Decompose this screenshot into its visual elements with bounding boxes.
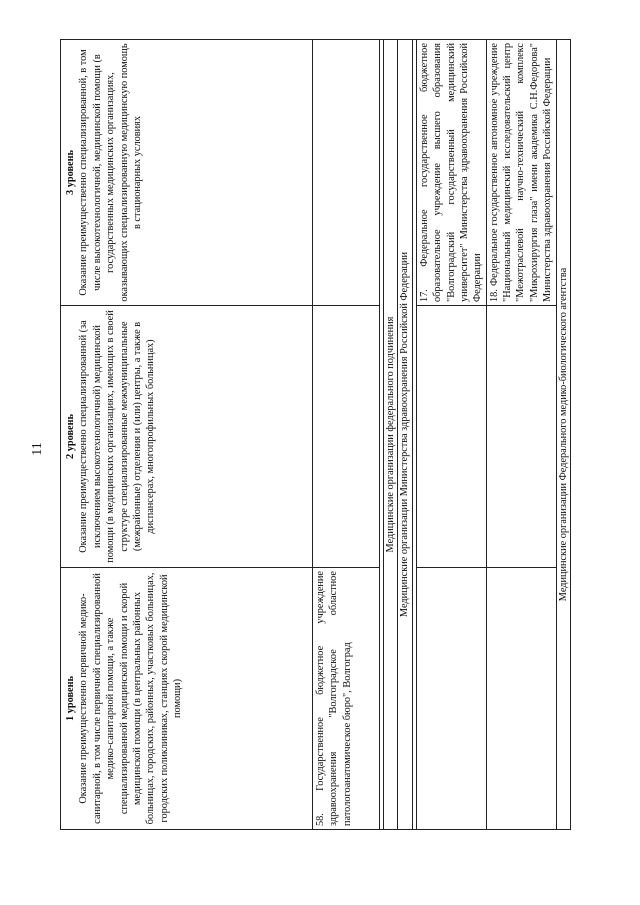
row-18-col-1 <box>486 568 556 830</box>
header-level-1 <box>61 568 313 830</box>
section-minzdrav: Медицинские организации Министерства здравоохранения Российской Федерации <box>398 40 412 830</box>
section-fmba: Медицинские организации Федерального медико-биологического агентства <box>556 40 570 830</box>
row-17-col-1 <box>416 568 486 830</box>
header-level-2 <box>61 306 313 568</box>
levels-table <box>60 39 571 830</box>
row-58-col-1: 58. Государственное бюджетное учреждение здравоохранения "Волгоградское областное патологоанатомическое бюро", Волгоград <box>313 568 380 830</box>
level-1-title: 1 уровень <box>65 676 76 721</box>
section-federal: Медицинские организации федерального подчинения <box>384 40 398 830</box>
table-row-58 <box>313 40 380 830</box>
level-2-title: 2 уровень <box>65 414 76 459</box>
row-58-col-3 <box>313 40 380 306</box>
level-2-description: Оказание преимущественно специализированной (за исключением высокотехнологичной) медицинской помощи (в медицинских организациях, имеющих в своей структуре специализированные межмуниципальные (межрайонные) отделения и (или) центры, а также в диспансерах, многопрофильных больницах) <box>78 310 157 563</box>
header-row <box>61 40 313 830</box>
table-row-17 <box>416 40 486 830</box>
row-17-col-2 <box>416 306 486 568</box>
page-number: 11 <box>30 442 45 456</box>
level-1-description: Оказание преимущественно первичной медико-санитарной, в том числе первичной специализированной медико-санитарной помощи, а также специализированной медицинской помощи и скорой медицинской помощи (в центральных районных больницах, городских, районных, участковых больницах, городских поликлиниках, станциях скорой медицинской помощи) <box>78 572 183 825</box>
row-58-col-2 <box>313 306 380 568</box>
level-3-description: Оказание преимущественно специализированной, в том числе высокотехнологичной, медицинской помощи (в государственных медицинских организациях, оказывающих специализированную медицинскую помощь в стационарных условиях <box>78 43 143 302</box>
section-minzdrav-row <box>398 40 412 830</box>
table-row-18 <box>486 40 556 830</box>
document-table-rotated <box>60 40 569 830</box>
row-18-col-2 <box>486 306 556 568</box>
header-level-3 <box>61 40 313 306</box>
section-fmba-row <box>556 40 570 830</box>
level-3-title: 3 уровень <box>65 150 76 195</box>
row-17-col-3: 17. Федеральное государственное бюджетное образовательное учреждение высшего образования "Волгоградский государственный медицинский университет" Министерства здравоохранения Российской Федерации <box>416 40 486 306</box>
row-18-col-3: 18. Федеральное государственное автономное учреждение "Национальный медицинский исследовательский центр "Межотраслевой научно-технический комплекс "Микрохирургия глаза" имени академика С.Н.Федорова" Министерства здравоохранения Российской Федерации <box>486 40 556 306</box>
section-federal-row <box>384 40 398 830</box>
